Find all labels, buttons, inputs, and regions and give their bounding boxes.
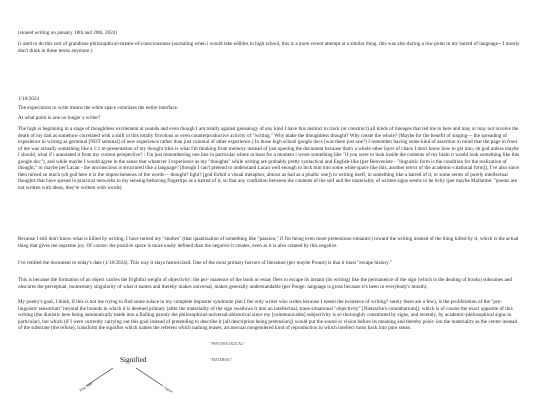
retitled-paragraph: I've retitled the document to today's date (1/18/2024). This way it stays historicized. One of the most primary horrors of literature (per maybe Proust) is that it must "escape history." — [18, 260, 392, 266]
writing-killed-paragraph: Because I still don't know what is killed by writing, I have turned my "studies" (that quantization of something like "passion," if I'm being even more pretentious-romantic) toward the writing instead of the thing killed by it, which is the actual thing that gives me supreme joy. Of course: the positive space is more easily defined than the negative it creates, even as it is also created by this negative. — [18, 236, 519, 249]
poetry-paragraph: My poetry's goal, I think, if this is not me trying to find some solace in my complete imposter syndrome (am I the only writer who writes because I resent the existence of writing? surely there are a few), is the proliferation of the "pre-linguistic sensorium" beyond the bounds in which it is deemed primary (after the materiality of the sign swallows it into an intellectual, trans-situational "objectivity" [Nietzsche's columbarium]), which is of course the exact opposite of this writing (the diaristic here being automatically made into a flailing parody the philosophical-universal-ahistorical since my [communicable] subjectivity is so thoroughly constituted by signs, and recently, by academic-philosophical signs in particular), but which (if I were currently carrying out this goal instead of pretending to describe it [all description being pretension]) would put the sound or vision before its meaning and thereby posit- ion the materiality as the center instead of the substrate (the refuse), transform the signifier which names the referent which naming erases, an asexual nongendered kind of reproduction in which intellect turns back into pure sense. — [18, 299, 518, 331]
signified-label: Signified — [120, 356, 147, 364]
expectation-paragraph: The expectation to write means the white space colonizes the entire interface. — [18, 105, 179, 111]
entry-date: 1/18/2024 — [18, 96, 39, 102]
sign-diagram — [18, 338, 520, 405]
sign-diagram-svg — [18, 338, 520, 405]
right-diagonal-label: signer — [163, 385, 174, 394]
material-label: "MATERIAL" — [210, 358, 233, 362]
high-paragraph: The high is beginning in a stage of thoughtless excitement at sounds and even though I am totally against genealogy of any kind I have this instinct to track (or construct) all kinds of lineages that led me to here and may or may not involve the death of my dad as somehow correlated with a shift in this totally frivolous or even counterproductive activity of "writing." Why make the thoughtless thought? Why create the whole? (Maybe for the benefit of singing— the spreading of experience in writing as germinal [NOT seminal] of new experience rather than just colonial of other experience.) In those high school google docs (was there just one?) I remember having some kind of assertion in mind that the page in front of me was actually something like a 1:1 re-presentation of my thought (this is what I'm thinking from memory instead of just opening the document because that's a whole other layer of chaos I don't know how to get into, oh god unless maybe I should, what if i annotated it from my current perspective? / I'm just remembering one line in particular where at least for a moment i wrote something like "if you were to look inside the contents of my brain it would look something like this google doc"), and while maybe I would agree in the sense that whatever I experience as my "thoughts" while writing are probably pretty syntactical and English-like (per Benveniste - "linguistic form is the condition for the realization of thought," or maybe per Lacan - the unconscious is structured like a language? [though I can't pretend to understand Lacan well enough to lock him into some white space like this, another terror of the academic-citational form]), I've also since then turned so much (oh god here it is the imprecisenenss of the words— thought? light? [god forbid a visual metaphor, almost as bad as a phallic one]) to writing itself, in something like a hatred of it, or some series of purely intellectual thoughts that have spread in practical networks to my sensing-behaving fingertips as a hatred of it, so that any conflation between the contents of the self and the materiality of written signs seems to be itchy (per maybe Mallarmé: "poems are not written with ideas, they're written with words). — [18, 126, 520, 191]
psychological-label: "PSYCHOLOGICAL" — [210, 342, 245, 346]
document-header: (stoned writing on january 18th and 20th, 2024) — [18, 30, 118, 36]
question-paragraph: At what point is one no longer a writer? — [18, 115, 101, 121]
left-diagonal-label: Thus falls — [78, 381, 94, 393]
intro-paragraph: (i used to do this sort of grandiose philosophical-stream-of-consciousness-journaling when i would take edibles in high school, this is a more recent attempt at a similar thing. this was also during a low point in my hatred of language-- I mostly don't think in these terms anymore.) — [18, 41, 520, 54]
formation-paragraph: This is because the formation of an object carries the frightful weight of objectivity: the per- manence of the book or essay flees to escape its instant (its writing) like the permanence of the sign (which is the dealing of books) subsumes and obscures the perceptual, momentary singularity of what it names and thereby makes universal, makes generally understandable (per Ponge: language is gross because it's been in everybody's mouth). — [18, 277, 512, 290]
right-arrow-line — [136, 368, 163, 386]
